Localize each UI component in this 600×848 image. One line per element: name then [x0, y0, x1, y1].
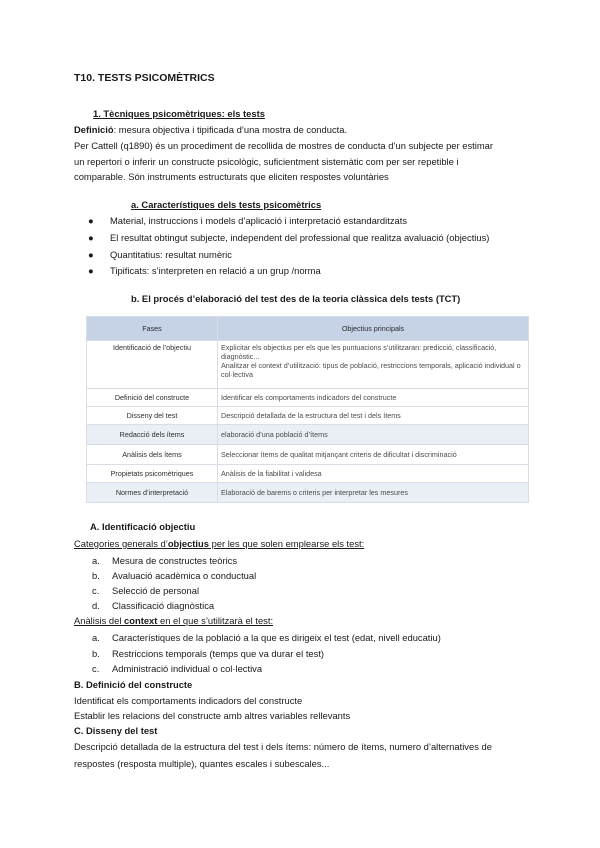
categories-pre: Categories generals d’: [74, 538, 168, 549]
bullet-text: Tipificats: s’interpreten en relació a un grup /norma: [110, 265, 321, 276]
subsection-b-heading: b. El procés d’elaboració del test des de la teoria clàssica dels tests (TCT): [131, 293, 461, 304]
list-text: Mesura de constructes teòrics: [112, 555, 238, 566]
table-cell-objectiu: Anàlisis de la fiabilitat i validesa: [218, 465, 529, 483]
table-header-fases: Fases: [87, 317, 218, 341]
list-text: Restriccions temporals (temps que va durar el test): [112, 648, 325, 659]
list-text: Administració individual o col·lectiva: [112, 663, 263, 674]
bullet-text: El resultat obtingut subjecte, independent del professional que realitza avaluació (objectius): [110, 232, 490, 243]
page-title: T10. TESTS PSICOMÈTRICS: [74, 72, 215, 84]
list-item: [92, 648, 324, 660]
definition-text: : mesura objectiva i tipificada d’una mostra de conducta.: [113, 124, 348, 135]
objectiu-line: Explicitar els objectius per els que les puntuacions s’utilitzaran: predicció, classificació, diagnòstic...: [221, 343, 497, 361]
section-C-heading: C. Disseny del test: [74, 725, 158, 736]
list-marker: d.: [92, 600, 100, 611]
definition-label: Definició: [74, 124, 114, 135]
list-item: [92, 663, 262, 675]
list-item: [92, 585, 199, 597]
list-marker: b.: [92, 648, 100, 659]
elaboration-phases-table: [86, 316, 529, 503]
bullet-item: ● Quantitatius: resultat numèric: [88, 249, 232, 260]
table-cell-objectiu: Seleccionar ítems de qualitat mitjançant criteris de dificultat i discriminació: [218, 445, 529, 465]
table-cell-objectiu: elaboració d’una població d’ítems: [218, 425, 529, 445]
section-B-line-1: Identificat els comportaments indicadors del constructe: [74, 695, 303, 706]
list-item: [92, 632, 441, 644]
table-cell-fase: Anàlisis dels ítems: [87, 445, 218, 465]
table-row: [87, 425, 529, 445]
categories-post: per les que solen emplearse els test:: [208, 538, 365, 549]
table-row: [87, 465, 529, 483]
list-item: [92, 555, 237, 567]
bullet-item: ● El resultat obtingut subjecte, independent del professional que realitza avaluació (objectius): [88, 232, 490, 243]
bullet-text: Quantitatius: resultat numèric: [110, 249, 232, 260]
section-1-heading: 1. Tècniques psicomètriques: els tests: [93, 108, 265, 119]
cattell-line-1: Per Cattell (q1890) és un procediment de recollida de mostres de conducta d’un subjecte per estimar: [74, 140, 493, 151]
section-A-heading: A. Identificació objectiu: [90, 521, 196, 532]
list-text: Selecció de personal: [112, 585, 200, 596]
table-cell-objectiu: Elaboració de barems o criteris per interpretar les mesures: [218, 483, 529, 503]
section-C-line-2: respostes (resposta multiple), quantes escales i subescales...: [74, 758, 330, 769]
table-cell-objectiu: Descripció detallada de la estructura del test i dels ítems: [218, 407, 529, 425]
context-intro: [74, 615, 273, 627]
list-marker: c.: [92, 585, 100, 596]
definition-line: [74, 124, 347, 136]
list-marker: a.: [92, 555, 100, 566]
section-C-line-1: Descripció detallada de la estructura del test i dels ítems: número de ítems, numero d’alternatives de: [74, 741, 492, 752]
table-row: [87, 341, 529, 389]
table-header-row: [87, 317, 529, 341]
list-text: Classificació diagnòstica: [112, 600, 215, 611]
list-text: Avaluació acadèmica o conductual: [112, 570, 257, 581]
subsection-a-heading: [131, 199, 321, 211]
table-cell-fase: Disseny del test: [87, 407, 218, 425]
context-pre: Anàlisis del: [74, 615, 125, 626]
list-text: Característiques de la població a la que es dirigeix el test (edat, nivell educatiu): [112, 632, 441, 643]
table-cell-objectiu: Identificar els comportaments indicadors del constructe: [218, 389, 529, 407]
context-bold: context: [124, 615, 158, 626]
table-header-objectius: Objectius principals: [218, 317, 529, 341]
table-row: [87, 445, 529, 465]
table-row: [87, 389, 529, 407]
list-marker: c.: [92, 663, 100, 674]
table-cell-fase: Propietats psicomètriques: [87, 465, 218, 483]
list-marker: b.: [92, 570, 100, 581]
table-cell-objectiu: [218, 341, 529, 389]
objectiu-line: Analitzar el context d’utilització: tipus de població, restriccions temporals, aplicació individual o col·lectiva: [221, 361, 521, 379]
table-row: [87, 407, 529, 425]
table-row: [87, 483, 529, 503]
bullet-text: Material, instruccions i models d’aplicació i interpretació estandarditzats: [110, 215, 408, 226]
context-post: en el que s’utilitzarà el test:: [157, 615, 274, 626]
table-cell-fase: Normes d’interpretació: [87, 483, 218, 503]
subsection-a-heading-text: a. Característiques dels tests psicomètrics: [131, 199, 322, 210]
table-cell-fase: Redacció dels ítems: [87, 425, 218, 445]
bullet-item: ● Material, instruccions i models d’aplicació i interpretació estandarditzats: [88, 215, 408, 226]
list-item: [92, 600, 214, 612]
bullet-item: ● Tipificats: s’interpreten en relació a un grup /norma: [88, 265, 321, 276]
list-item: [92, 570, 256, 582]
cattell-line-3: comparable. Són instruments estructurats que eliciten respostes voluntàries: [74, 171, 389, 182]
cattell-line-2: un repertori o inferir un constructe psicològic, suficientment sistemàtic com per ser repetible i: [74, 156, 459, 167]
table-cell-fase: Definició del constructe: [87, 389, 218, 407]
list-marker: a.: [92, 632, 100, 643]
table-cell-fase: Identificació de l’objectiu: [87, 341, 218, 389]
section-B-line-2: Establir les relacions del constructe amb altres variables rellevants: [74, 710, 351, 721]
categories-intro: [74, 538, 364, 550]
categories-bold: objectius: [167, 538, 209, 549]
section-B-heading: B. Definició del constructe: [74, 679, 193, 690]
